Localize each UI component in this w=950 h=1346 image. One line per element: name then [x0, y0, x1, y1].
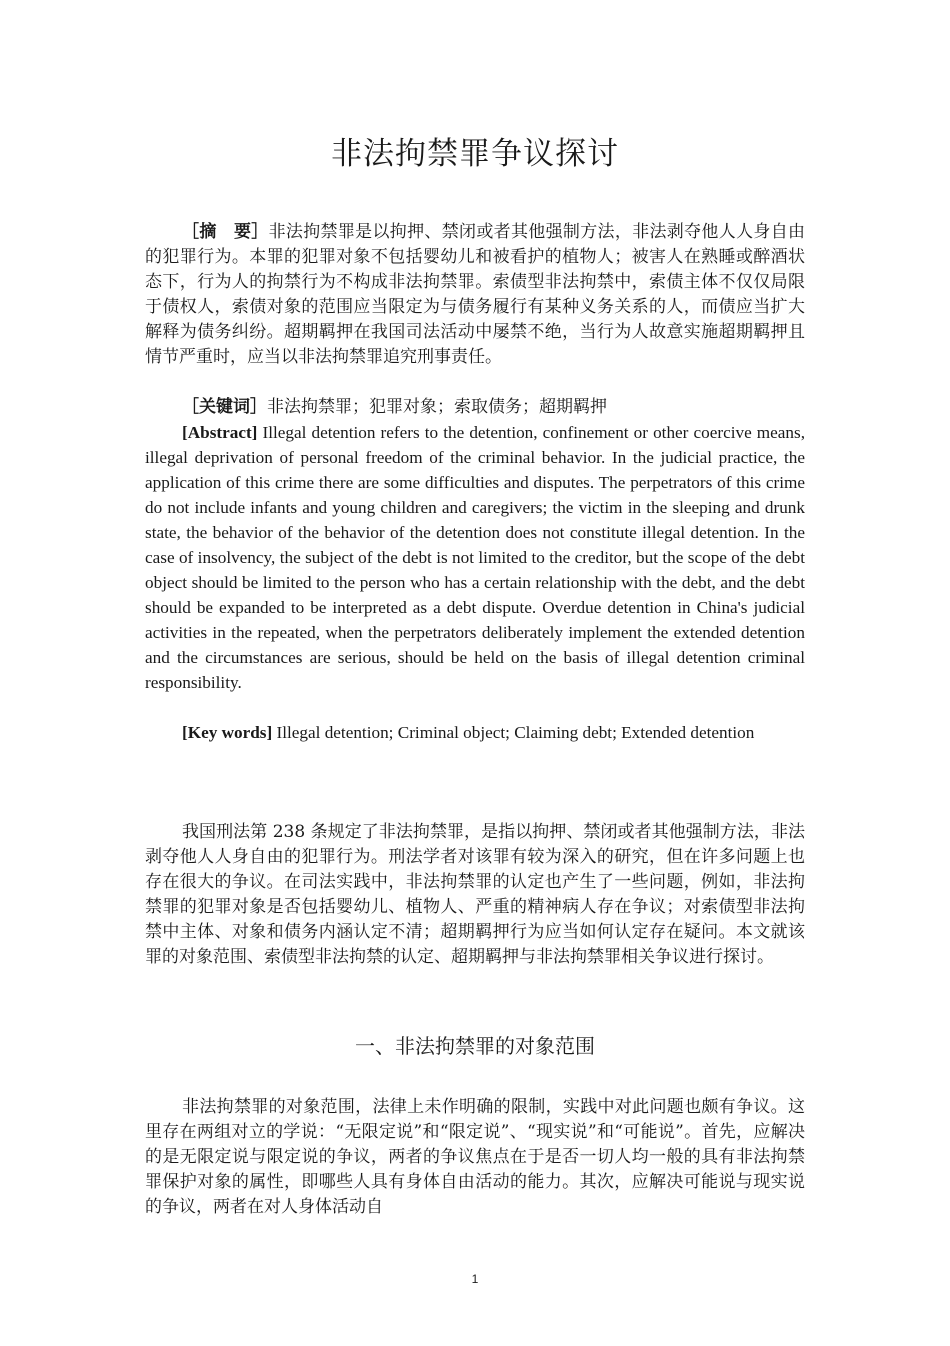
- keywords-cn: [145, 395, 805, 420]
- section-1-paragraph: 非法拘禁罪的对象范围，法律上未作明确的限制，实践中对此问题也颇有争议。这里存在两组对立的学说：“无限定说”和“限定说”、“现实说”和“可能说”。首先，应解决的是无限定说与限定说的争议，两者的争议焦点在于是否一切人均一般的具有非法拘禁罪保护对象的属性，即哪些人具有身体自由活动的能力。其次，应解决可能说与现实说的争议，两者在对人身体活动自: [145, 1097, 805, 1217]
- keywords-en-text: Illegal detention; Criminal object; Claiming debt; Extended detention: [272, 723, 755, 742]
- document-page: [145, 0, 805, 1346]
- keywords-cn-label: ［关键词］: [182, 397, 267, 417]
- paper-title: 非法拘禁罪争议探讨: [331, 136, 619, 172]
- abstract-en-label: [Abstract]: [182, 423, 258, 442]
- abstract-cn-label: ［摘 要］: [182, 222, 269, 242]
- abstract-en: [145, 420, 805, 695]
- abstract-en-text: Illegal detention refers to the detention, confinement or other coercive means, illegal deprivation of personal freedom of the criminal behavior. In the judicial practice, the application of this crime there are some difficulties and disputes. The perpetrators of this crime do not include infants and young children and caregivers; the victim in the sleeping and drunk state, the behavior of the behavior of the detention does not constitute illegal detention. In the case of insolvency, the subject of the debt is not limited to the creditor, but the scope of the debt object should be limited to the person who has a certain relationship with the debt, and the debt should be expanded to be interpreted as a debt dispute. Overdue detention in China's judicial activities in the repeated, when the perpetrators deliberately implement the extended detention and the circumstances are serious, should be held on the basis of illegal detention criminal responsibility.: [145, 423, 805, 692]
- keywords-en-label: [Key words]: [182, 723, 273, 742]
- keywords-en: [145, 720, 805, 745]
- keywords-cn-text: 非法拘禁罪；犯罪对象；索取债务；超期羁押: [267, 397, 607, 417]
- page-number: 1: [471, 1272, 479, 1286]
- abstract-cn: [145, 220, 805, 370]
- section-1-heading: 一、非法拘禁罪的对象范围: [355, 1034, 595, 1058]
- abstract-cn-text: 非法拘禁罪是以拘押、禁闭或者其他强制方法，非法剥夺他人人身自由的犯罪行为。本罪的犯罪对象不包括婴幼儿和被看护的植物人；被害人在熟睡或醉酒状态下，行为人的拘禁行为不构成非法拘禁罪。索债型非法拘禁中，索债主体不仅仅局限于债权人，索债对象的范围应当限定为与债务履行有某种义务关系的人，而债应当扩大解释为债务纠纷。超期羁押在我国司法活动中屡禁不绝，当行为人故意实施超期羁押且情节严重时，应当以非法拘禁罪追究刑事责任。: [145, 222, 806, 367]
- introduction-paragraph: 我国刑法第 238 条规定了非法拘禁罪，是指以拘押、禁闭或者其他强制方法，非法剥夺他人人身自由的犯罪行为。刑法学者对该罪有较为深入的研究，但在许多问题上也存在很大的争议。在司法实践中，非法拘禁罪的认定也产生了一些问题，例如，非法拘禁罪的犯罪对象是否包括婴幼儿、植物人、严重的精神病人存在争议；对索债型非法拘禁中主体、对象和债务内涵认定不清；超期羁押行为应当如何认定存在疑问。本文就该罪的对象范围、索债型非法拘禁的认定、超期羁押与非法拘禁罪相关争议进行探讨。: [145, 822, 805, 967]
